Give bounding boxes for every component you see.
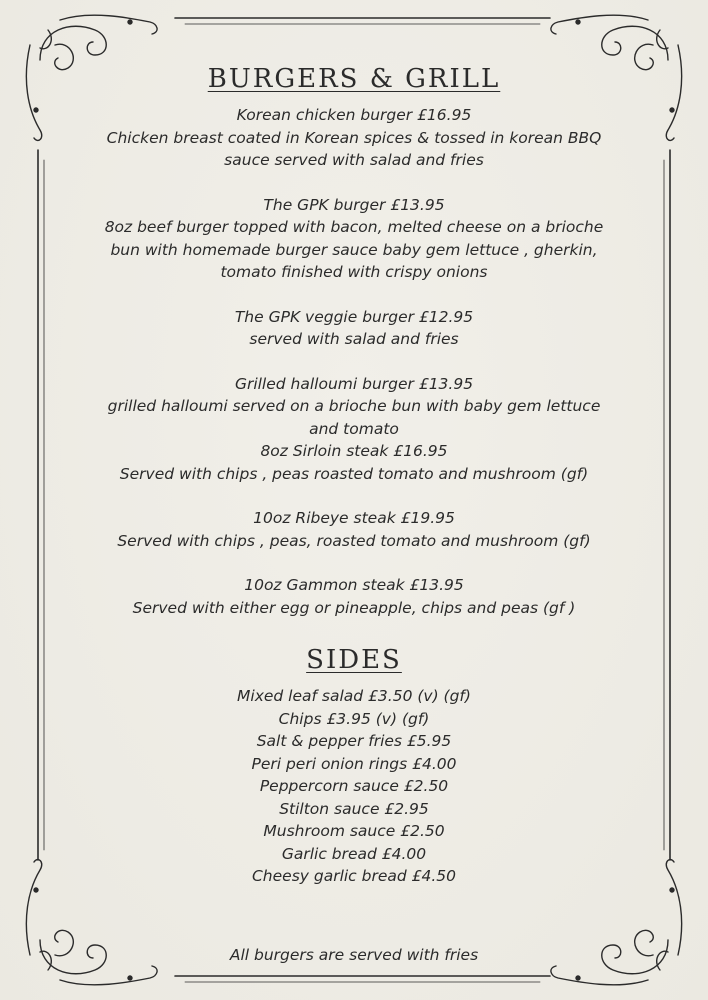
menu-item [80,194,628,284]
menu-item [80,507,628,552]
footer-note: All burgers are served with fries [229,946,479,964]
item-title: Korean chicken burger £16.95 [236,106,472,124]
menu-item [80,373,628,441]
item-desc: Served with chips , peas roasted tomato and mushroom (gf) [119,464,589,483]
item-desc: Served with chips , peas, roasted tomato and mushroom (gf) [117,531,591,550]
item-title: The GPK burger £13.95 [263,195,445,214]
item-title: The GPK veggie burger £12.95 [234,307,474,326]
item-desc: served with salad and fries [249,330,459,348]
list-item: Garlic bread £4.00 [281,844,427,863]
list-item: Cheesy garlic bread £4.50 [251,867,457,885]
list-item: Chips £3.95 (v) (gf) [278,709,430,728]
menu-item [80,574,628,619]
item-title: 10oz Gammon steak £13.95 [244,576,464,594]
item-desc: sauce served with salad and fries [224,151,484,169]
list-item: Peri peri onion rings £4.00 [251,754,457,773]
item-desc: grilled halloumi served on a brioche bun with baby gem lettuce [107,397,601,415]
menu-item [80,440,628,485]
list-item: Peppercorn sauce £2.50 [259,777,449,795]
list-item: Salt & pepper fries £5.95 [256,732,452,750]
item-desc: tomato finished with crispy onions [220,263,488,281]
burgers-heading: BURGERS & GRILL [207,64,501,94]
item-title: Grilled halloumi burger £13.95 [234,374,474,393]
item-desc: bun with homemade burger sauce baby gem lettuce , gherkin, [110,240,598,259]
item-title: 8oz Sirloin steak £16.95 [260,442,448,460]
sides-heading: SIDES [306,645,402,675]
item-desc: Served with either egg or pineapple, chips and peas (gf ) [132,598,576,617]
item-desc: Chicken breast coated in Korean spices & tossed in korean BBQ [106,128,602,147]
list-item: Stilton sauce £2.95 [279,799,429,818]
sides-list [80,685,628,888]
menu-item [80,104,628,172]
list-item: Mushroom sauce £2.50 [263,822,445,840]
menu-content [80,60,628,888]
list-item: Mixed leaf salad £3.50 (v) (gf) [237,687,471,705]
menu-item [80,306,628,351]
item-desc: and tomato [309,419,399,438]
item-title: 10oz Ribeye steak £19.95 [253,509,455,527]
item-desc: 8oz beef burger topped with bacon, melted cheese on a brioche [104,218,604,236]
